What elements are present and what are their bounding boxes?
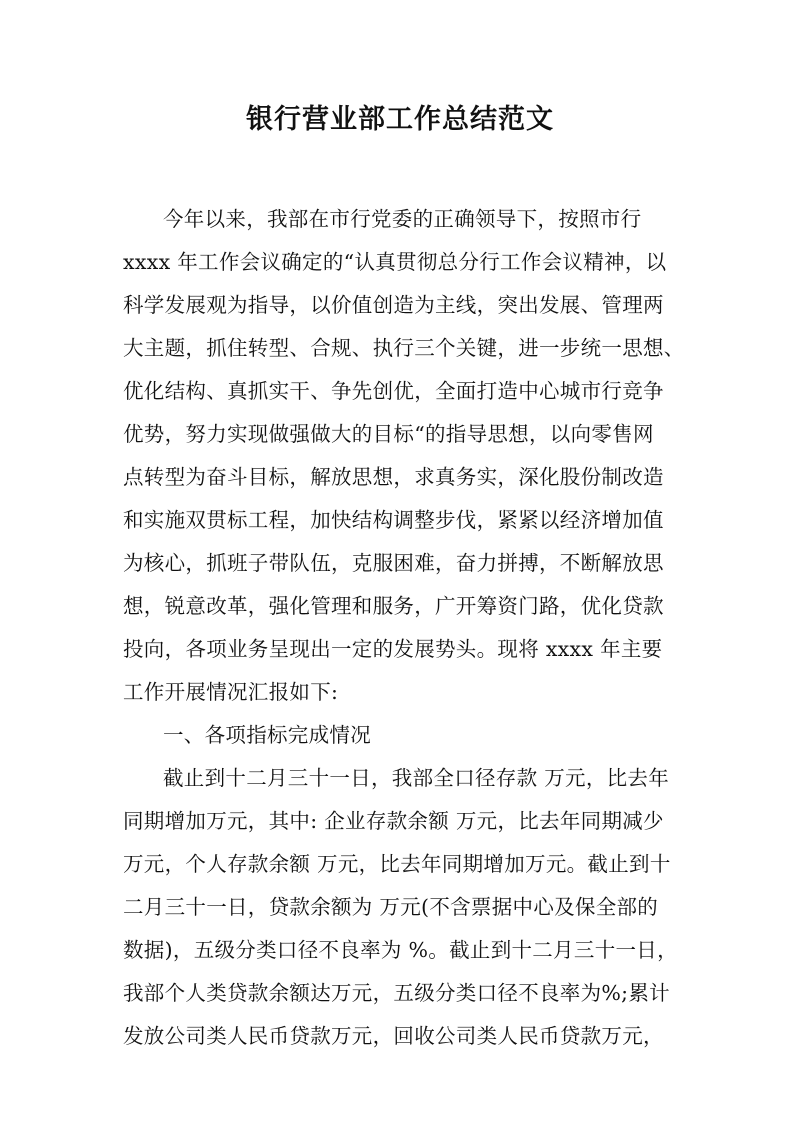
paragraph-line: 同期增加万元，其中: 企业存款余额 万元，比去年同期减少: [123, 809, 664, 833]
paragraph-line: 大主题，抓住转型、合规、执行三个关键，进一步统一思想、: [123, 336, 685, 360]
paragraph-line: 发放公司类人民币贷款万元，回收公司类人民币贷款万元，: [123, 1024, 664, 1048]
paragraph-line: 为核心，抓班子带队伍，克服困难，奋力拼搏，不断解放思: [123, 551, 664, 575]
paragraph-line: 科学发展观为指导，以价值创造为主线，突出发展、管理两: [123, 293, 664, 317]
paragraph-line: 优化结构、真抓实干、争先创优，全面打造中心城市行竞争: [123, 379, 664, 403]
section-heading: 一、各项指标完成情况: [163, 723, 371, 747]
document-body: [123, 198, 683, 1058]
paragraph-line: 优势，努力实现做强做大的目标“的指导思想，以向零售网: [123, 422, 654, 446]
paragraph-line: 截止到十二月三十一日，我部全口径存款 万元，比去年: [163, 766, 670, 790]
paragraph-line: 投向，各项业务呈现出一定的发展势头。现将 xxxx 年主要: [123, 637, 663, 661]
paragraph-line: 工作开展情况汇报如下:: [123, 680, 339, 704]
paragraph-line: 点转型为奋斗目标，解放思想，求真务实，深化股份制改造: [123, 465, 664, 489]
paragraph-line: 二月三十一日，贷款余额为 万元(不含票据中心及保全部的: [123, 895, 659, 919]
paragraph-line: 我部个人类贷款余额达万元，五级分类口径不良率为%;累计: [123, 981, 670, 1005]
document-title: 银行营业部工作总结范文: [246, 104, 554, 135]
paragraph-line: xxxx 年工作会议确定的“认真贯彻总分行工作会议精神，以: [123, 250, 667, 274]
paragraph-line: 万元，个人存款余额 万元，比去年同期增加万元。截止到十: [123, 852, 671, 876]
paragraph-line: 数据)，五级分类口径不良率为 %。截止到十二月三十一日，: [123, 938, 678, 962]
paragraph-line: 和实施双贯标工程，加快结构调整步伐，紧紧以经济增加值: [123, 508, 664, 532]
paragraph-line: 想，锐意改革，强化管理和服务，广开筹资门路，优化贷款: [123, 594, 664, 618]
paragraph-line: 今年以来，我部在市行党委的正确领导下，按照市行: [163, 207, 642, 231]
